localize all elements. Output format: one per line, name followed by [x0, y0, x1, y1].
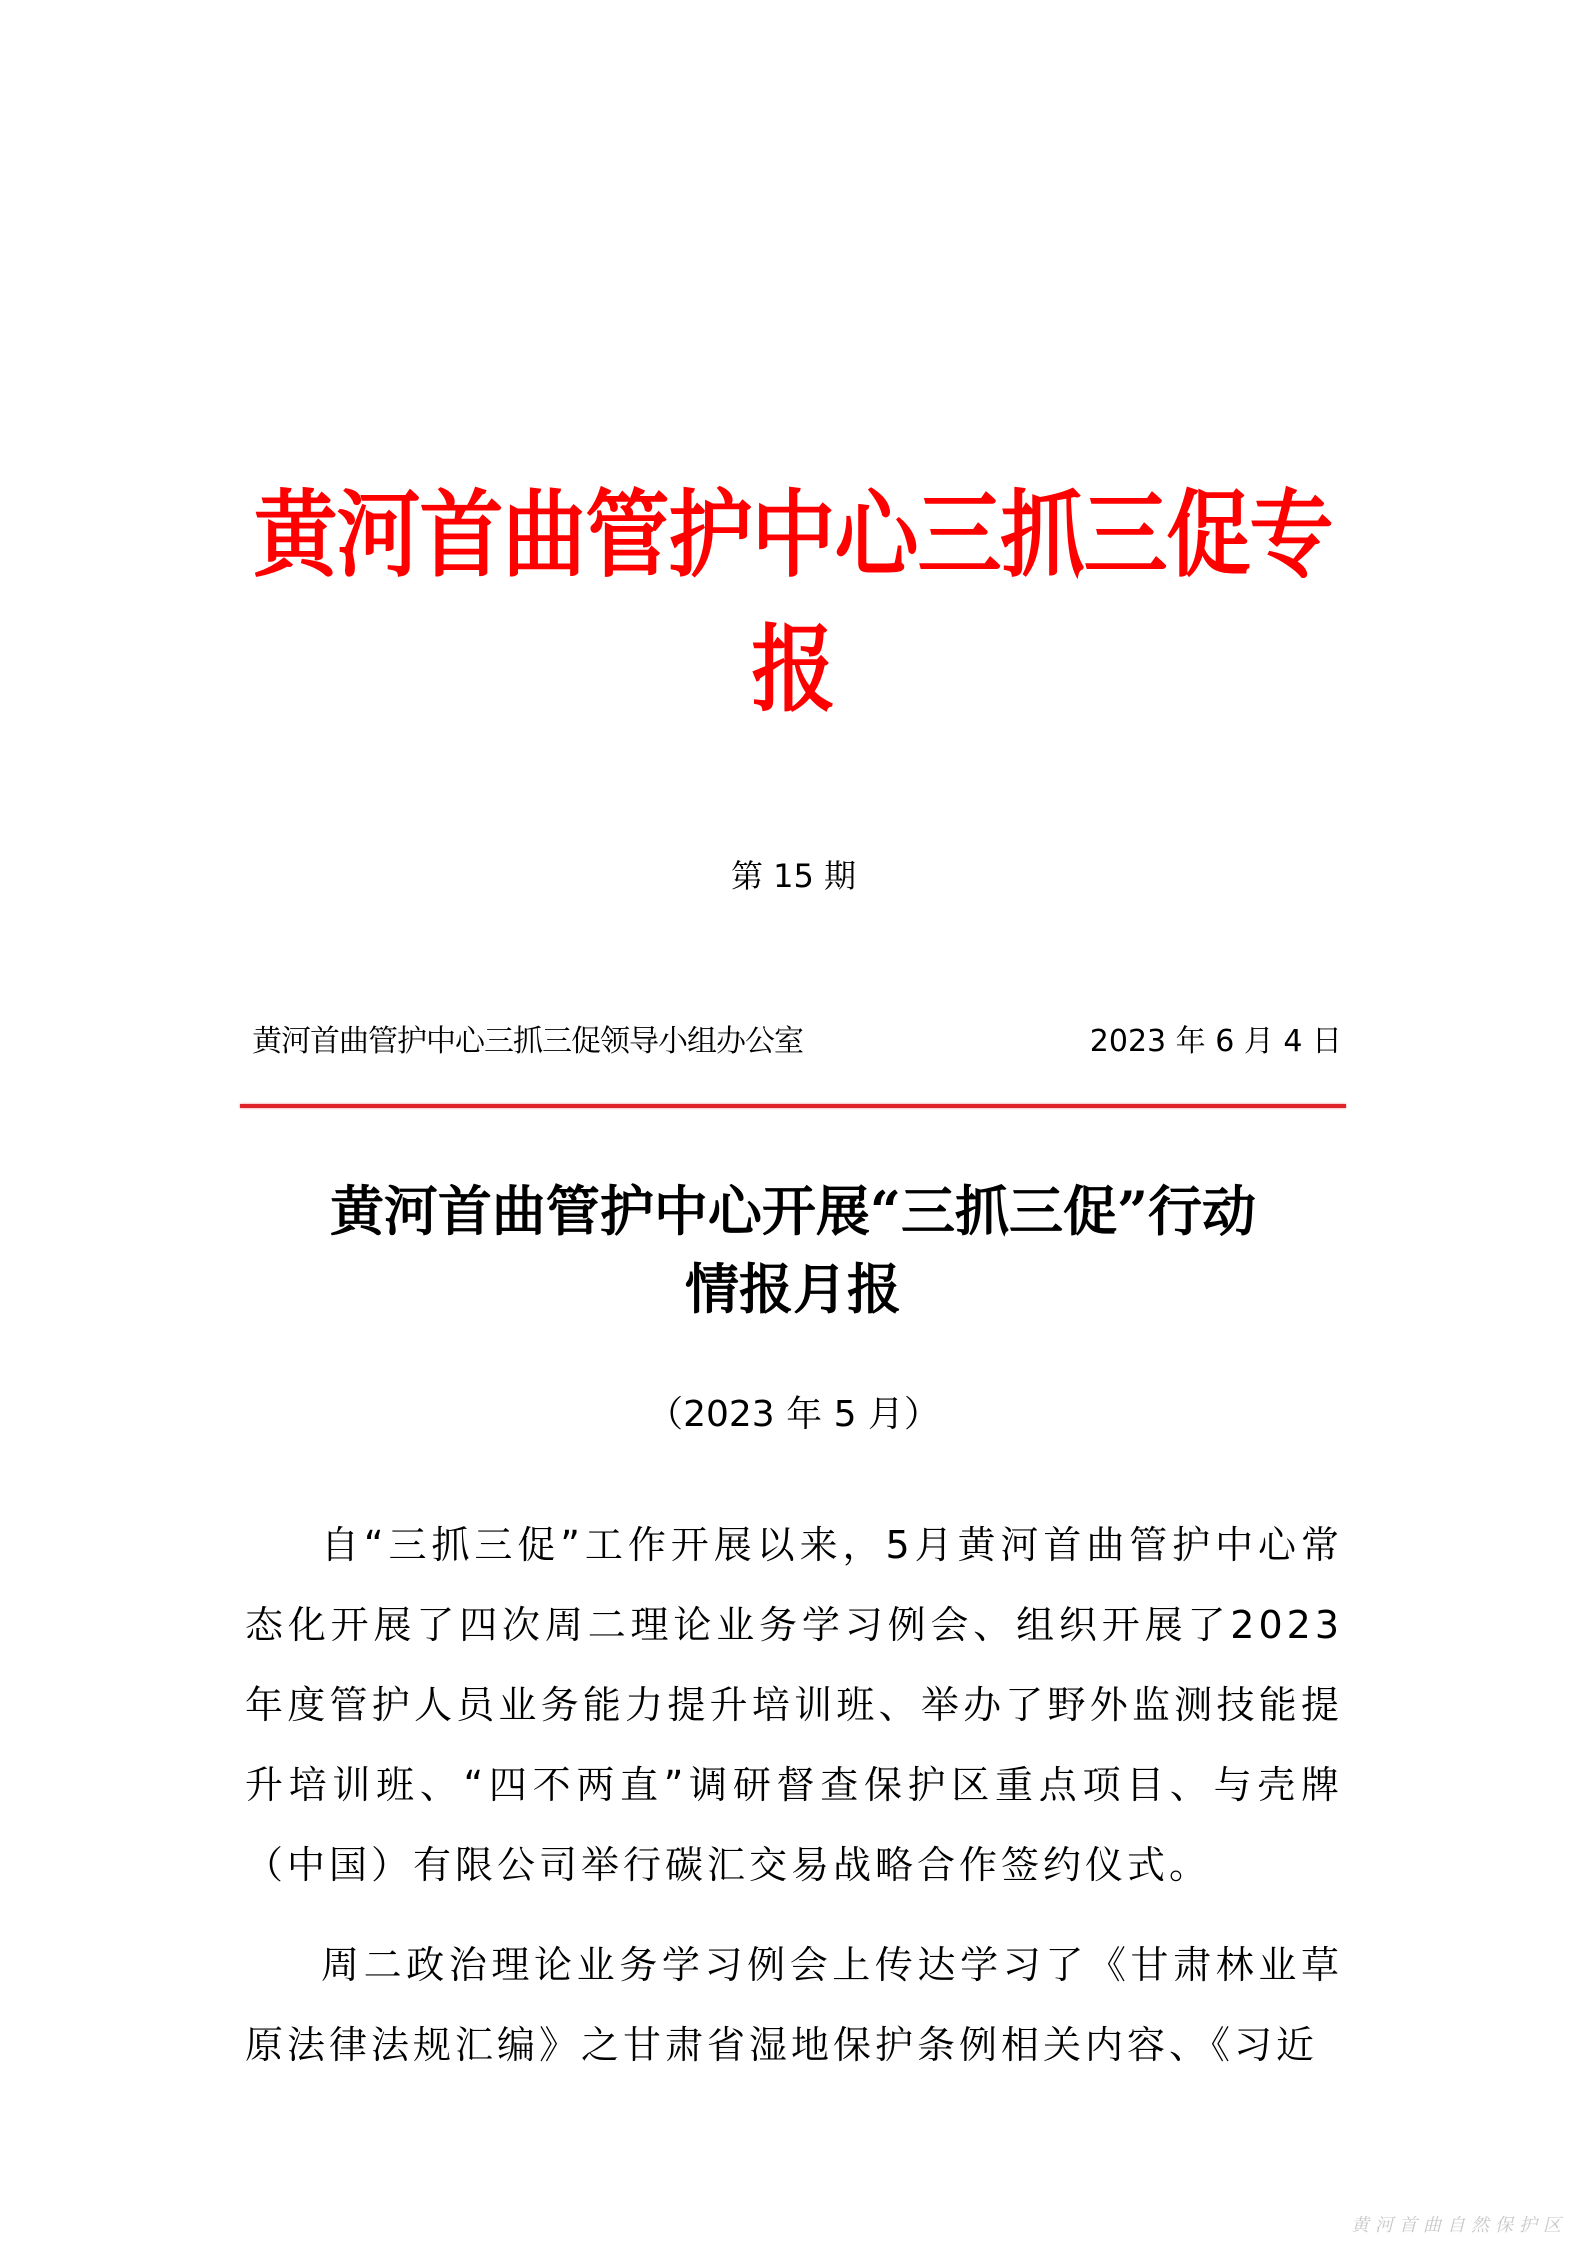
headline-line-2: 情报月报 [685, 1257, 901, 1321]
masthead-title: 黄河首曲管护中心三抓三促专报 [253, 479, 1333, 725]
office-date-line [252, 1018, 1342, 1066]
report-period: （2023 年 5 月） [647, 1394, 940, 1435]
article-body [245, 1505, 1343, 2105]
watermark: 黄河首曲自然保护区 [1351, 2215, 1567, 2236]
paragraph: 自“三抓三促”工作开展以来，5月黄河首曲管护中心常态化开展了四次周二理论业务学习例会、组织开展了2023年度管护人员业务能力提升培训班、举办了野外监测技能提升培训班、“四不两直”调研督查保护区重点项目、与壳牌（中国）有限公司举行碳汇交易战略合作签约仪式。 [245, 1523, 1343, 1887]
red-divider [240, 1104, 1346, 1108]
article-headline [240, 1172, 1346, 1328]
issuing-office: 黄河首曲管护中心三抓三促领导小组办公室 [252, 1024, 803, 1059]
paragraph: 周二政治理论业务学习例会上传达学习了《甘肃林业草原法律法规汇编》之甘肃省湿地保护条例相关内容、《习近 [245, 1943, 1343, 2067]
issue-number: 第 15 期 [730, 857, 857, 895]
headline-line-1: 黄河首曲管护中心开展“三抓三促”行动 [329, 1179, 1257, 1243]
issue-date: 2023 年 6 月 4 日 [1089, 1024, 1342, 1059]
